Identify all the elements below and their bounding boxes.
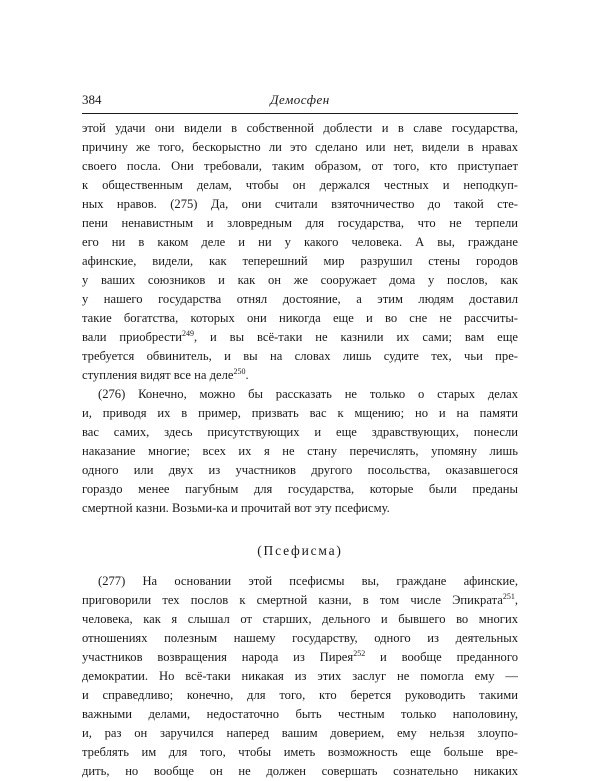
text-line xyxy=(82,290,518,309)
line-text: смертной казни. Возьми-ка и прочитай вот эту псефисму. xyxy=(82,501,390,515)
line-text-continued: , xyxy=(514,593,518,607)
line-text: своего посла. Они требовали, таким образом, от того, кто приступает xyxy=(82,159,518,173)
text-line xyxy=(82,667,518,686)
line-text: участников возвращения народа из Пирея xyxy=(82,650,354,664)
line-text: демократии. Но всё-таки никакая из этих заслуг не помогла ему — xyxy=(82,669,518,683)
header-rule xyxy=(82,113,518,114)
text-line xyxy=(82,648,518,667)
line-text: ных нравов. (275) Да, они считали взяточничество до такой сте- xyxy=(82,197,518,211)
line-text: вас самих, здесь присутствующих и еще здравствующих, понесли xyxy=(82,425,518,439)
line-text: его ни в каком деле и ни у какого человека. А вы, граждане xyxy=(82,235,518,249)
line-text: человека, как я слышал от старших, дельного и бывшего во многих xyxy=(82,612,518,626)
text-line xyxy=(82,480,518,499)
line-text: пени ненавистным и зловредным для государства, что не терпели xyxy=(82,216,518,230)
text-line xyxy=(82,252,518,271)
line-text: и, приводя их в пример, призвать вас к мщению; но и на памяти xyxy=(82,406,518,420)
text-line xyxy=(82,442,518,461)
line-text: отношениях полезным нашему государству, одного из деятельных xyxy=(82,631,518,645)
line-text: одного или двух из участников другого посольства, оказавшегося xyxy=(82,463,518,477)
text-line xyxy=(82,195,518,214)
text-line xyxy=(82,119,518,138)
line-text: гораздо менее пагубным для государства, которые были преданы xyxy=(82,482,518,496)
text-line xyxy=(82,233,518,252)
paragraph-276 xyxy=(82,385,518,518)
text-line xyxy=(82,629,518,648)
line-text-continued: , и вы всё-таки не казнили их сами; вам еще xyxy=(193,330,518,344)
text-line xyxy=(82,214,518,233)
footnote-marker: 251 xyxy=(502,592,515,601)
text-line xyxy=(82,157,518,176)
line-text: у нашего государства отнял достояние, а этим людям доставил xyxy=(82,292,518,306)
text-line xyxy=(82,347,518,366)
text-line xyxy=(82,499,518,518)
line-text: наказание многие; всех их я не стану перечислять, упомяну лишь xyxy=(82,444,518,458)
line-text: треблять им для того, чтобы иметь возможность еще больше вре- xyxy=(82,745,518,759)
text-line xyxy=(82,686,518,705)
text-line xyxy=(82,404,518,423)
line-text: приговорили тех послов к смертной казни, в том числе Эпикрата xyxy=(82,593,503,607)
text-line xyxy=(82,138,518,157)
text-line xyxy=(82,724,518,743)
line-text: вали приобрести xyxy=(82,330,182,344)
running-title: Демосфен xyxy=(270,92,330,107)
text-line xyxy=(82,743,518,762)
text-line xyxy=(82,385,518,404)
line-text: такие богатства, которых они никогда еще и во сне не рассчиты- xyxy=(82,311,518,325)
paragraph-277 xyxy=(82,572,518,781)
line-text: к общественным делам, чтобы он держался честных и неподкуп- xyxy=(82,178,518,192)
body-text xyxy=(82,119,518,781)
text-line xyxy=(82,591,518,610)
line-text: (276) Конечно, можно бы рассказать не только о старых делах xyxy=(98,387,518,401)
text-line xyxy=(82,366,518,385)
line-text: ступления видят все на деле xyxy=(82,368,234,382)
line-text: причину же того, бескорыстно ли это сделано или нет, видели в нравах xyxy=(82,140,518,154)
footnote-marker: 252 xyxy=(353,649,366,658)
paragraph-275 xyxy=(82,119,518,385)
page-header xyxy=(82,92,518,112)
text-line xyxy=(82,309,518,328)
line-text: у ваших союзников и как он же сооружает дома у послов, как xyxy=(82,273,518,287)
text-line xyxy=(82,176,518,195)
line-text-continued: . xyxy=(245,368,249,382)
line-text: и справедливо; конечно, для того, кто берется руководить такими xyxy=(82,688,518,702)
line-text: важными делами, недостаточно быть честным только наполовину, xyxy=(82,707,518,721)
text-line xyxy=(82,762,518,781)
line-text: (277) На основании этой псефисмы вы, граждане афинские, xyxy=(98,574,518,588)
section-title: (Псефисма) xyxy=(257,543,343,558)
text-line xyxy=(82,461,518,480)
text-line xyxy=(82,572,518,591)
text-line xyxy=(82,423,518,442)
line-text: и, раз он заручился наперед вашим доверием, ему нельзя злоупо- xyxy=(82,726,518,740)
page-number: 384 xyxy=(82,92,102,107)
footnote-marker: 249 xyxy=(181,329,194,338)
line-text-continued: и вообще преданного xyxy=(365,650,518,664)
text-line xyxy=(82,705,518,724)
line-text: этой удачи они видели в собственной доблести и в славе государства, xyxy=(82,121,518,135)
text-line xyxy=(82,328,518,347)
text-line xyxy=(82,610,518,629)
section-title-block xyxy=(82,530,518,572)
footnote-marker: 250 xyxy=(233,367,246,376)
line-text: дить, но вообще он не должен совершать сознательно никаких xyxy=(82,764,518,778)
line-text: афинские, видели, как теперешний мир разрушил стены городов xyxy=(82,254,518,268)
text-line xyxy=(82,271,518,290)
line-text: требуется обвинитель, и вы на словах лишь судите тех, чьи пре- xyxy=(82,349,518,363)
